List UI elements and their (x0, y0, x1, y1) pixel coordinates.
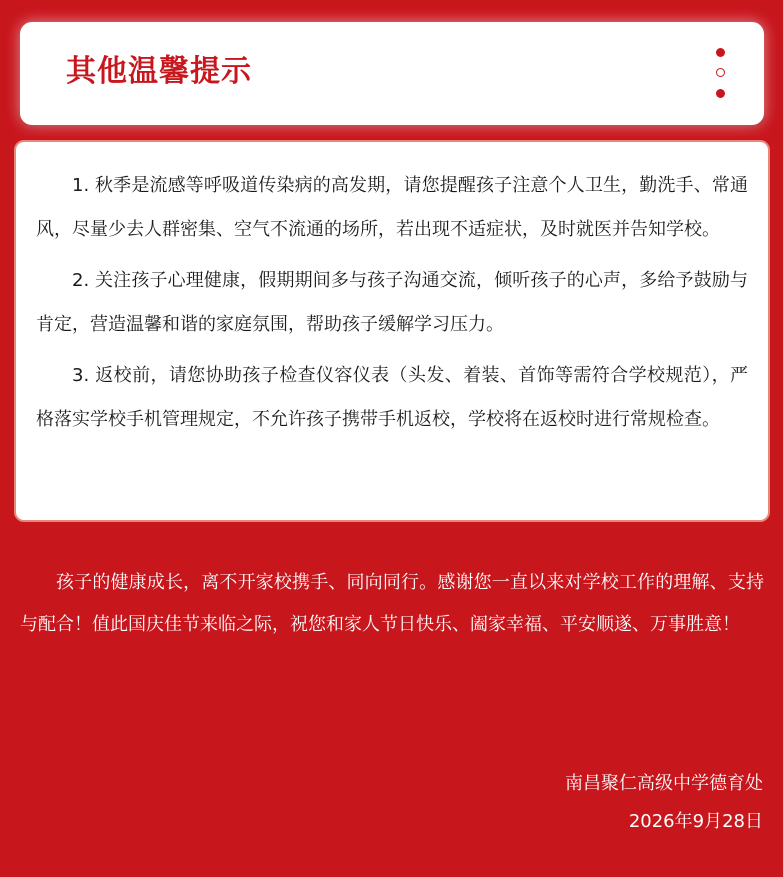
tip-item: 3. 返校前，请您协助孩子检查仪容仪表（头发、着装、首饰等需符合学校规范），严格落实学校手机管理规定，不允许孩子携带手机返校，学校将在返校时进行常规检查。 (36, 365, 748, 430)
tip-item: 1. 秋季是流感等呼吸道传染病的高发期，请您提醒孩子注意个人卫生，勤洗手、常通风，尽量少去人群密集、空气不流通的场所，若出现不适症状，及时就医并告知学校。 (36, 175, 748, 240)
section-header-card (20, 22, 764, 125)
closing-paragraph: 孩子的健康成长，离不开家校携手、同向同行。感谢您一直以来对学校工作的理解、支持与配合！值此国庆佳节来临之际，祝您和家人节日快乐、阖家幸福、平安顺遂、万事胜意！ (20, 572, 764, 635)
section-title: 其他温馨提示 (66, 54, 252, 89)
dot-icon (716, 48, 725, 57)
dot-icon (716, 89, 725, 98)
tip-item: 2. 关注孩子心理健康，假期期间多与孩子沟通交流，倾听孩子的心声，多给予鼓励与肯定，营造温馨和谐的家庭氛围，帮助孩子缓解学习压力。 (36, 270, 748, 335)
signature-organization: 南昌聚仁高级中学德育处 (565, 773, 763, 794)
ring-icon (716, 68, 725, 77)
decorative-dots-icon (716, 48, 726, 98)
signature-block (565, 765, 763, 841)
tips-card (14, 140, 770, 522)
signature-date: 2026年9月28日 (628, 811, 763, 832)
